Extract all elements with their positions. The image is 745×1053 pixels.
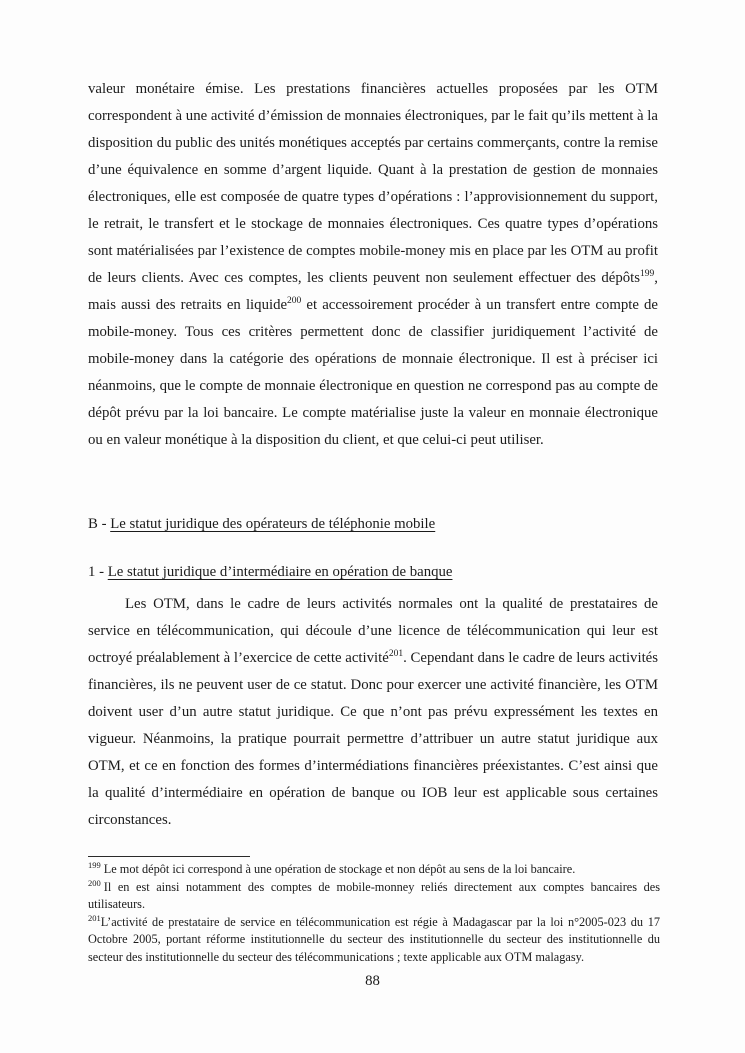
paragraph-2-text: Les OTM, dans le cadre de leurs activités normales ont la qualité de prestataires de service en télécommunication, qui découle d’une licence de télécommunication qui leur est octroyé préalablement à l’exercice de cette activité	[88, 596, 658, 666]
heading-b-prefix: B -	[88, 516, 111, 532]
footnote-ref-199: 199	[640, 269, 655, 280]
footnote-200	[88, 879, 660, 914]
footnote-area	[88, 856, 660, 967]
paragraph-2	[88, 591, 658, 834]
footnote-ref-201: 201	[388, 649, 404, 660]
heading-b	[88, 511, 658, 538]
footnote-199	[88, 861, 660, 879]
footnote-separator-rule	[88, 856, 250, 857]
heading-1-title: Le statut juridique d’intermédiaire en opération de banque	[107, 564, 453, 580]
footnote-201-marker: 201	[88, 912, 101, 923]
paragraph-1-text: et accessoirement procéder à un transfert entre compte de mobile-money. Tous ces critères permettent donc de classifier juridiquement l’activité de mobile-money dans la catégorie des opérations de monnaie électronique. Il est à préciser ici néanmoins, que le compte de monnaie électronique en question ne correspond pas au compte de dépôt prévu par la loi bancaire. Le compte matérialise juste la valeur en monnaie électronique ou en valeur monétique à la disposition du client, et que celui-ci peut utiliser.	[88, 297, 658, 448]
heading-1	[88, 559, 658, 586]
footnote-200-marker: 200	[88, 877, 101, 888]
paragraph-1-text: , mais aussi des retraits en liquide	[88, 270, 658, 313]
paragraph-1	[88, 76, 658, 454]
page-number: 88	[365, 973, 380, 989]
section-block	[88, 511, 658, 834]
footnote-200-text: Il en est ainsi notamment des comptes de mobile-monney reliés directement aux comptes bancaires des utilisateurs.	[88, 879, 660, 912]
footnote-199-marker: 199	[88, 859, 101, 870]
main-text-block	[88, 76, 658, 454]
paragraph-1-text: valeur monétaire émise. Les prestations financières actuelles proposées par les OTM correspondent à une activité d’émission de monnaies électroniques, par le fait qu’ils mettent à la disposition du public des unités monétiques acceptés par certains commerçants, contre la remise d’une équivalence en somme d’argent liquide. Quant à la prestation de gestion de monnaies électroniques, elle est composée de quatre types d’opérations : l’approvisionnement du support, le retrait, le transfert et le stockage de monnaies électroniques. Ces quatre types d’opérations sont matérialisées par l’existence de comptes mobile-money mis en place par les OTM au profit de leurs clients. Avec ces comptes, les clients peuvent non seulement effectuer des dépôts	[88, 81, 658, 286]
footnote-201	[88, 914, 660, 967]
footnote-ref-200: 200	[287, 296, 302, 307]
heading-1-prefix: 1 -	[88, 564, 108, 580]
heading-b-title: Le statut juridique des opérateurs de téléphonie mobile	[110, 516, 436, 532]
footnote-201-text: L’activité de prestataire de service en télécommunication est régie à Madagascar par la loi n°2005-023 du 17 Octobre 2005, portant réforme institutionnelle du secteur des institutionnelle du secteur des institutionnelle du secteur des institutionnelle du secteur des télécommunications ; texte applicable aux OTM malagasy.	[88, 914, 660, 964]
paragraph-2-text: . Cependant dans le cadre de leurs activités financières, ils ne peuvent user de ce statut. Donc pour exercer une activité financière, les OTM doivent user d’un autre statut juridique. Ce que n’ont pas prévu expressément les textes en vigueur. Néanmoins, la pratique pourrait permettre d’attribuer un autre statut juridique aux OTM, et ce en fonction des formes d’intermédiations financières préexistantes. C’est ainsi que la qualité d’intermédiaire en opération de banque ou IOB leur est applicable sous certaines circonstances.	[88, 650, 659, 828]
footnote-199-text: Le mot dépôt ici correspond à une opération de stockage et non dépôt au sens de la loi bancaire.	[103, 862, 576, 876]
